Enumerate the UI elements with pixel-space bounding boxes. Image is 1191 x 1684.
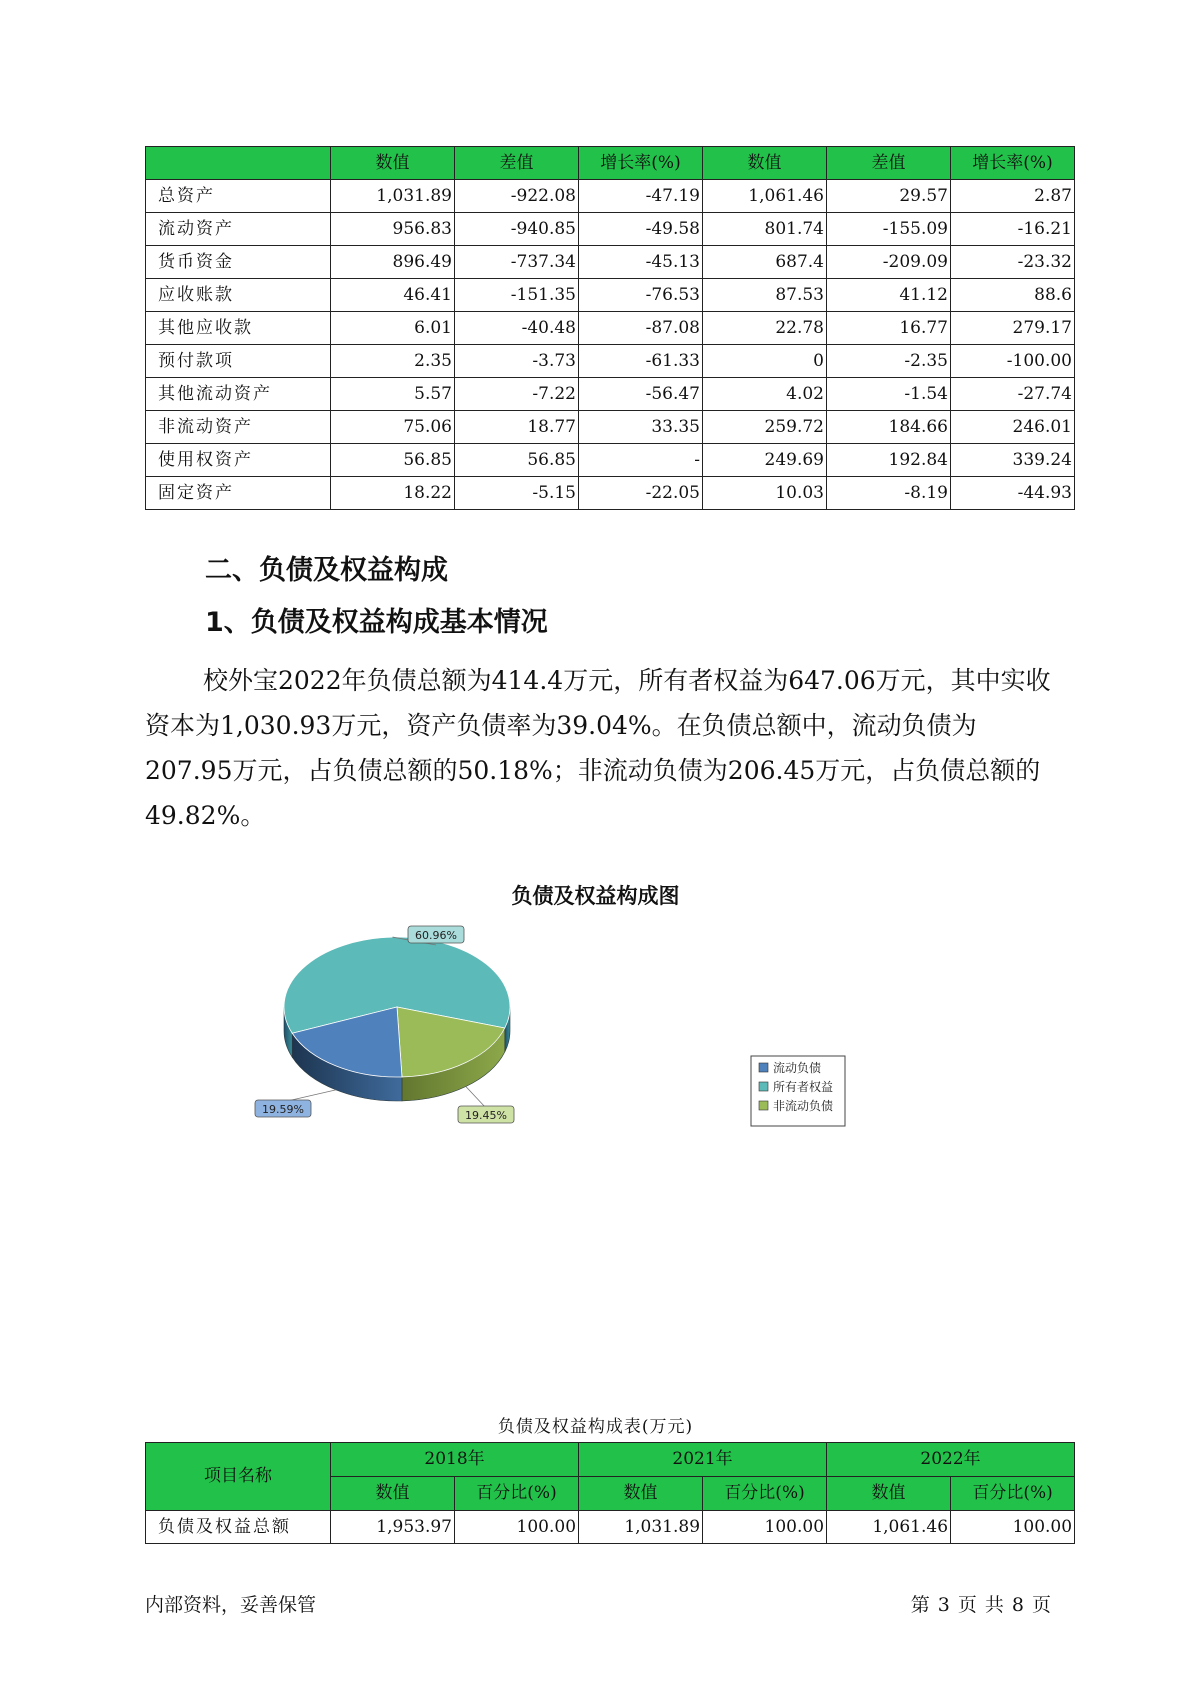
year-header-row bbox=[146, 1443, 1075, 1477]
value-cell: -940.85 bbox=[455, 213, 579, 246]
value-cell: -61.33 bbox=[579, 345, 703, 378]
body-paragraph bbox=[145, 658, 1057, 838]
liability-equity-table-body bbox=[146, 1511, 1075, 1544]
table-row bbox=[146, 213, 1075, 246]
asset-table-header bbox=[146, 147, 1075, 180]
total-prefix: 共 bbox=[984, 1594, 1004, 1616]
value-cell: 29.57 bbox=[827, 180, 951, 213]
chart-title: 负债及权益构成图 bbox=[511, 884, 680, 908]
row-label-cell: 非流动资产 bbox=[146, 411, 331, 444]
value-cell: 896.49 bbox=[331, 246, 455, 279]
header-cell: 差值 bbox=[455, 147, 579, 180]
row-label-cell: 固定资产 bbox=[146, 477, 331, 510]
value-cell: 6.01 bbox=[331, 312, 455, 345]
value-cell: 249.69 bbox=[703, 444, 827, 477]
value-cell: -22.05 bbox=[579, 477, 703, 510]
value-cell: -87.08 bbox=[579, 312, 703, 345]
value-cell: 1,061.46 bbox=[827, 1511, 951, 1544]
row-label-cell: 使用权资产 bbox=[146, 444, 331, 477]
value-cell: -56.47 bbox=[579, 378, 703, 411]
row-label-cell: 货币资金 bbox=[146, 246, 331, 279]
value-cell: -8.19 bbox=[827, 477, 951, 510]
header-cell: 数值 bbox=[331, 147, 455, 180]
value-cell: 1,031.89 bbox=[331, 180, 455, 213]
pie-chart bbox=[260, 925, 834, 1122]
item-name-header: 项目名称 bbox=[146, 1443, 331, 1511]
value-cell: -47.19 bbox=[579, 180, 703, 213]
value-cell: -209.09 bbox=[827, 246, 951, 279]
value-cell: - bbox=[579, 444, 703, 477]
value-cell: -100.00 bbox=[951, 345, 1075, 378]
sub-header: 数值 bbox=[331, 1477, 455, 1511]
liability-equity-table bbox=[145, 1442, 1075, 1544]
asset-table bbox=[145, 146, 1075, 510]
total-pages: 8 bbox=[1011, 1594, 1024, 1616]
table-row bbox=[146, 279, 1075, 312]
row-label-cell: 其他流动资产 bbox=[146, 378, 331, 411]
table-row bbox=[146, 477, 1075, 510]
year-header: 2021年 bbox=[579, 1443, 827, 1477]
legend-label: 所有者权益 bbox=[773, 1080, 834, 1094]
row-label-cell: 总资产 bbox=[146, 180, 331, 213]
header-cell: 增长率(%) bbox=[951, 147, 1075, 180]
row-label-cell: 预付款项 bbox=[146, 345, 331, 378]
value-cell: -3.73 bbox=[455, 345, 579, 378]
table-row bbox=[146, 411, 1075, 444]
value-cell: 339.24 bbox=[951, 444, 1075, 477]
total-suffix: 页 bbox=[1031, 1594, 1051, 1616]
header-cell bbox=[146, 147, 331, 180]
table-row bbox=[146, 246, 1075, 279]
table-row bbox=[146, 345, 1075, 378]
value-cell: 56.85 bbox=[455, 444, 579, 477]
legend-label: 非流动负债 bbox=[773, 1099, 834, 1113]
value-cell: -40.48 bbox=[455, 312, 579, 345]
sub-header: 百分比(%) bbox=[951, 1477, 1075, 1511]
value-cell: 1,061.46 bbox=[703, 180, 827, 213]
legend-swatch bbox=[759, 1101, 768, 1110]
paragraph-text: 校外宝2022年负债总额为414.4万元，所有者权益为647.06万元，其中实收资本为1,030.93万元，资产负债率为39.04%。在负债总额中，流动负债为207.95万元，占负债总额的50.18%；非流动负债为206.45万元，占负债总额的49.82%。 bbox=[145, 666, 1051, 830]
value-cell: -151.35 bbox=[455, 279, 579, 312]
value-cell: 246.01 bbox=[951, 411, 1075, 444]
value-cell: -45.13 bbox=[579, 246, 703, 279]
value-cell: 184.66 bbox=[827, 411, 951, 444]
value-cell: -44.93 bbox=[951, 477, 1075, 510]
value-cell: 18.22 bbox=[331, 477, 455, 510]
sub-header: 百分比(%) bbox=[455, 1477, 579, 1511]
header-cell: 数值 bbox=[703, 147, 827, 180]
value-cell: 2.87 bbox=[951, 180, 1075, 213]
leader-line bbox=[466, 1087, 486, 1108]
value-cell: 18.77 bbox=[455, 411, 579, 444]
value-cell: 687.4 bbox=[703, 246, 827, 279]
value-cell: 1,031.89 bbox=[579, 1511, 703, 1544]
data-label: 19.45% bbox=[465, 1109, 507, 1122]
table-row bbox=[146, 444, 1075, 477]
value-cell: -16.21 bbox=[951, 213, 1075, 246]
value-cell: 16.77 bbox=[827, 312, 951, 345]
value-cell: 46.41 bbox=[331, 279, 455, 312]
table-row bbox=[146, 378, 1075, 411]
sub-header: 数值 bbox=[827, 1477, 951, 1511]
header-cell: 差值 bbox=[827, 147, 951, 180]
data-label: 60.96% bbox=[415, 929, 457, 942]
data-label: 19.59% bbox=[262, 1103, 304, 1116]
value-cell: 5.57 bbox=[331, 378, 455, 411]
value-cell: 259.72 bbox=[703, 411, 827, 444]
value-cell: 22.78 bbox=[703, 312, 827, 345]
page-number bbox=[907, 1590, 1055, 1617]
section-heading: 二、负债及权益构成 bbox=[205, 555, 448, 586]
value-cell: 75.06 bbox=[331, 411, 455, 444]
value-cell: 87.53 bbox=[703, 279, 827, 312]
value-cell: -76.53 bbox=[579, 279, 703, 312]
row-label-cell: 流动资产 bbox=[146, 213, 331, 246]
value-cell: -7.22 bbox=[455, 378, 579, 411]
value-cell: 801.74 bbox=[703, 213, 827, 246]
value-cell: -23.32 bbox=[951, 246, 1075, 279]
row-label-cell: 负债及权益总额 bbox=[146, 1511, 331, 1544]
table-row bbox=[146, 180, 1075, 213]
value-cell: 2.35 bbox=[331, 345, 455, 378]
subsection-heading: 1、负债及权益构成基本情况 bbox=[205, 607, 548, 638]
value-cell: 100.00 bbox=[455, 1511, 579, 1544]
current-page: 3 bbox=[937, 1594, 950, 1616]
value-cell: 279.17 bbox=[951, 312, 1075, 345]
footer-confidential-note: 内部资料，妥善保管 bbox=[145, 1594, 317, 1616]
legend-swatch bbox=[759, 1082, 768, 1091]
row-label-cell: 其他应收款 bbox=[146, 312, 331, 345]
page-prefix: 第 bbox=[910, 1594, 930, 1616]
sub-header: 数值 bbox=[579, 1477, 703, 1511]
year-header: 2022年 bbox=[827, 1443, 1075, 1477]
value-cell: 88.6 bbox=[951, 279, 1075, 312]
value-cell: -737.34 bbox=[455, 246, 579, 279]
value-cell: -2.35 bbox=[827, 345, 951, 378]
pie-slices bbox=[284, 937, 510, 1077]
value-cell: 33.35 bbox=[579, 411, 703, 444]
value-cell: 100.00 bbox=[703, 1511, 827, 1544]
value-cell: 192.84 bbox=[827, 444, 951, 477]
value-cell: 4.02 bbox=[703, 378, 827, 411]
table-row bbox=[146, 312, 1075, 345]
value-cell: 56.85 bbox=[331, 444, 455, 477]
table-caption: 负债及权益构成表(万元) bbox=[497, 1417, 694, 1437]
chart-legend bbox=[751, 1056, 845, 1126]
value-cell: -155.09 bbox=[827, 213, 951, 246]
page-mid: 页 bbox=[957, 1594, 977, 1616]
value-cell: 0 bbox=[703, 345, 827, 378]
value-cell: 10.03 bbox=[703, 477, 827, 510]
legend-swatch bbox=[759, 1063, 768, 1072]
header-cell: 增长率(%) bbox=[579, 147, 703, 180]
sub-header: 百分比(%) bbox=[703, 1477, 827, 1511]
year-header: 2018年 bbox=[331, 1443, 579, 1477]
row-label-cell: 应收账款 bbox=[146, 279, 331, 312]
value-cell: 41.12 bbox=[827, 279, 951, 312]
table-row bbox=[146, 1511, 1075, 1544]
value-cell: -49.58 bbox=[579, 213, 703, 246]
value-cell: -27.74 bbox=[951, 378, 1075, 411]
legend-label: 流动负债 bbox=[773, 1061, 822, 1075]
value-cell: -5.15 bbox=[455, 477, 579, 510]
value-cell: 1,953.97 bbox=[331, 1511, 455, 1544]
value-cell: 956.83 bbox=[331, 213, 455, 246]
value-cell: -1.54 bbox=[827, 378, 951, 411]
value-cell: -922.08 bbox=[455, 180, 579, 213]
value-cell: 100.00 bbox=[951, 1511, 1075, 1544]
asset-table-body bbox=[146, 180, 1075, 510]
